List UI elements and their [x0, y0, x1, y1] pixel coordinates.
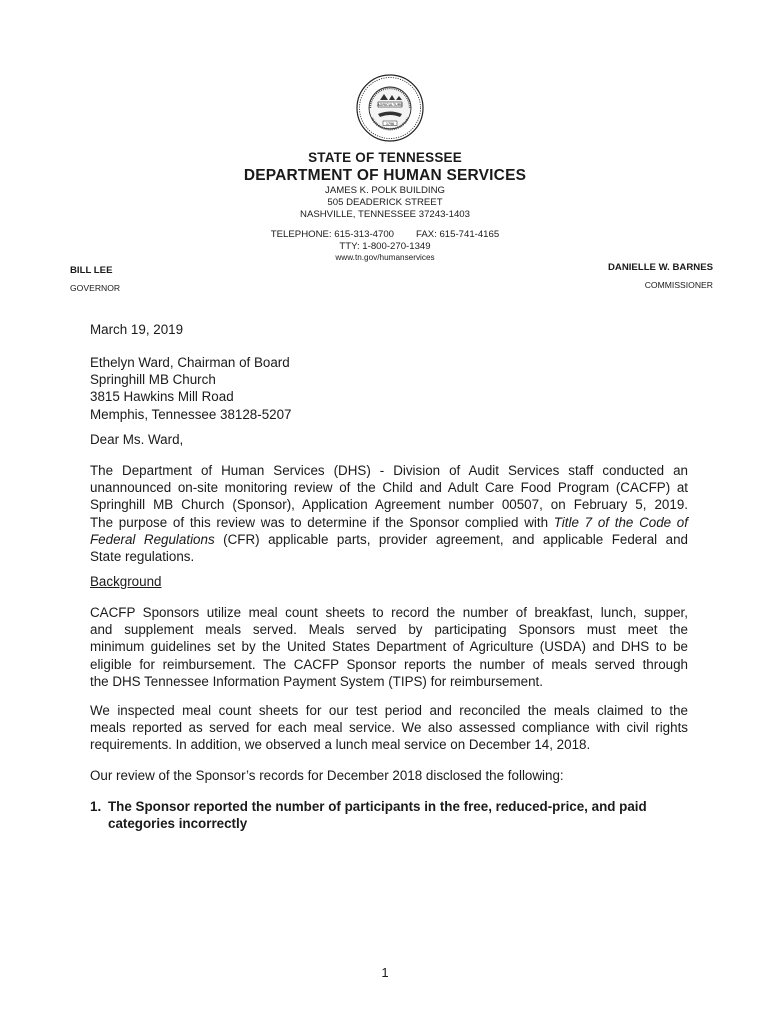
paragraph-line: and supplement meals served. Meals served by participating Sponsors must meet the	[90, 622, 688, 638]
commissioner-name: DANIELLE W. BARNES	[607, 262, 713, 273]
paragraph-line: requirements. In addition, we observed a lunch meal service on December 14, 2018.	[90, 737, 591, 753]
finding-line: The Sponsor reported the number of participants in the free, reduced-price, and paid	[108, 799, 647, 814]
recipient-line: Ethelyn Ward, Chairman of Board	[90, 355, 290, 370]
seal-year: 1796	[386, 121, 394, 126]
paragraph-review: Our review of the Sponsor’s records for December 2018 disclosed the following:	[90, 768, 564, 783]
paragraph-text: The purpose of this review was to determine if the Sponsor complied with	[90, 514, 554, 530]
paragraph-line: unannounced on-site monitoring review of the Child and Adult Care Food Program (CACFP) at	[90, 480, 688, 496]
paragraph-line: State regulations.	[90, 549, 195, 565]
commissioner-title: COMMISSIONER	[644, 280, 713, 290]
paragraph-line: Springhill MB Church (Sponsor), Application Agreement number 00507, on February 5, 2019.	[90, 497, 688, 513]
recipient-line: Memphis, Tennessee 38128-5207	[90, 406, 292, 422]
paragraph-line: minimum guidelines set by the United States Department of Agriculture (USDA) and DHS to be	[90, 639, 688, 655]
letterhead-website: www.tn.gov/humanservices	[335, 253, 435, 262]
paragraph-background	[90, 604, 688, 690]
recipient-line: Springhill MB Church	[90, 372, 216, 388]
paragraph-line: meals reported as served for each meal service. We also assessed compliance with civil rights	[90, 720, 688, 736]
paragraph-introduction	[90, 462, 688, 565]
governor-title: GOVERNOR	[70, 283, 121, 293]
letterhead-department: DEPARTMENT OF HUMAN SERVICES	[243, 167, 527, 184]
paragraph-inspection	[90, 702, 688, 754]
paragraph-line	[90, 531, 688, 548]
letterhead-building: JAMES K. POLK BUILDING	[325, 185, 445, 196]
state-seal-icon	[356, 74, 424, 142]
page-number: 1	[381, 965, 389, 980]
paragraph-line: We inspected meal count sheets for our test period and reconciled the meals claimed to the	[90, 703, 688, 718]
seal-inner-text: AGRICULTURE	[377, 103, 403, 107]
finding-text	[108, 798, 647, 832]
paragraph-line	[90, 514, 688, 531]
finding-line: categories incorrectly	[108, 816, 248, 832]
section-heading-background: Background	[90, 574, 162, 589]
paragraph-text: (CFR) applicable parts, provider agreement, and applicable Federal and	[214, 531, 688, 547]
letter-date: March 19, 2019	[90, 322, 184, 337]
cfr-title-italic: Title 7 of the Code of	[553, 514, 688, 530]
letterhead-contact	[0, 229, 770, 240]
finding-1	[90, 798, 688, 832]
finding-number: 1.	[90, 799, 102, 814]
governor-name: BILL LEE	[70, 265, 113, 276]
letterhead-street: 505 DEADERICK STREET	[327, 197, 443, 208]
paragraph-line: The Department of Human Services (DHS) - Division of Audit Services staff conducted an	[90, 463, 688, 478]
paragraph-line: CACFP Sponsors utilize meal count sheets to record the number of breakfast, lunch, supper,	[90, 605, 688, 620]
letterhead-tty: TTY: 1-800-270-1349	[339, 241, 431, 252]
paragraph-line: eligible for reimbursement. The CACFP Sponsor reports the number of meals served through	[90, 656, 688, 672]
salutation: Dear Ms. Ward,	[90, 432, 184, 447]
letterhead-state: STATE OF TENNESSEE	[308, 150, 462, 165]
cfr-title-italic: Federal Regulations	[90, 531, 215, 547]
letterhead-fax: FAX: 615-741-4165	[415, 229, 500, 240]
letterhead-telephone: TELEPHONE: 615-313-4700	[270, 229, 394, 240]
paragraph-line: the DHS Tennessee Information Payment System (TIPS) for reimbursement.	[90, 673, 543, 689]
recipient-address	[90, 354, 688, 423]
letterhead-city: NASHVILLE, TENNESSEE 37243-1403	[300, 209, 470, 220]
recipient-line: 3815 Hawkins Mill Road	[90, 389, 234, 405]
